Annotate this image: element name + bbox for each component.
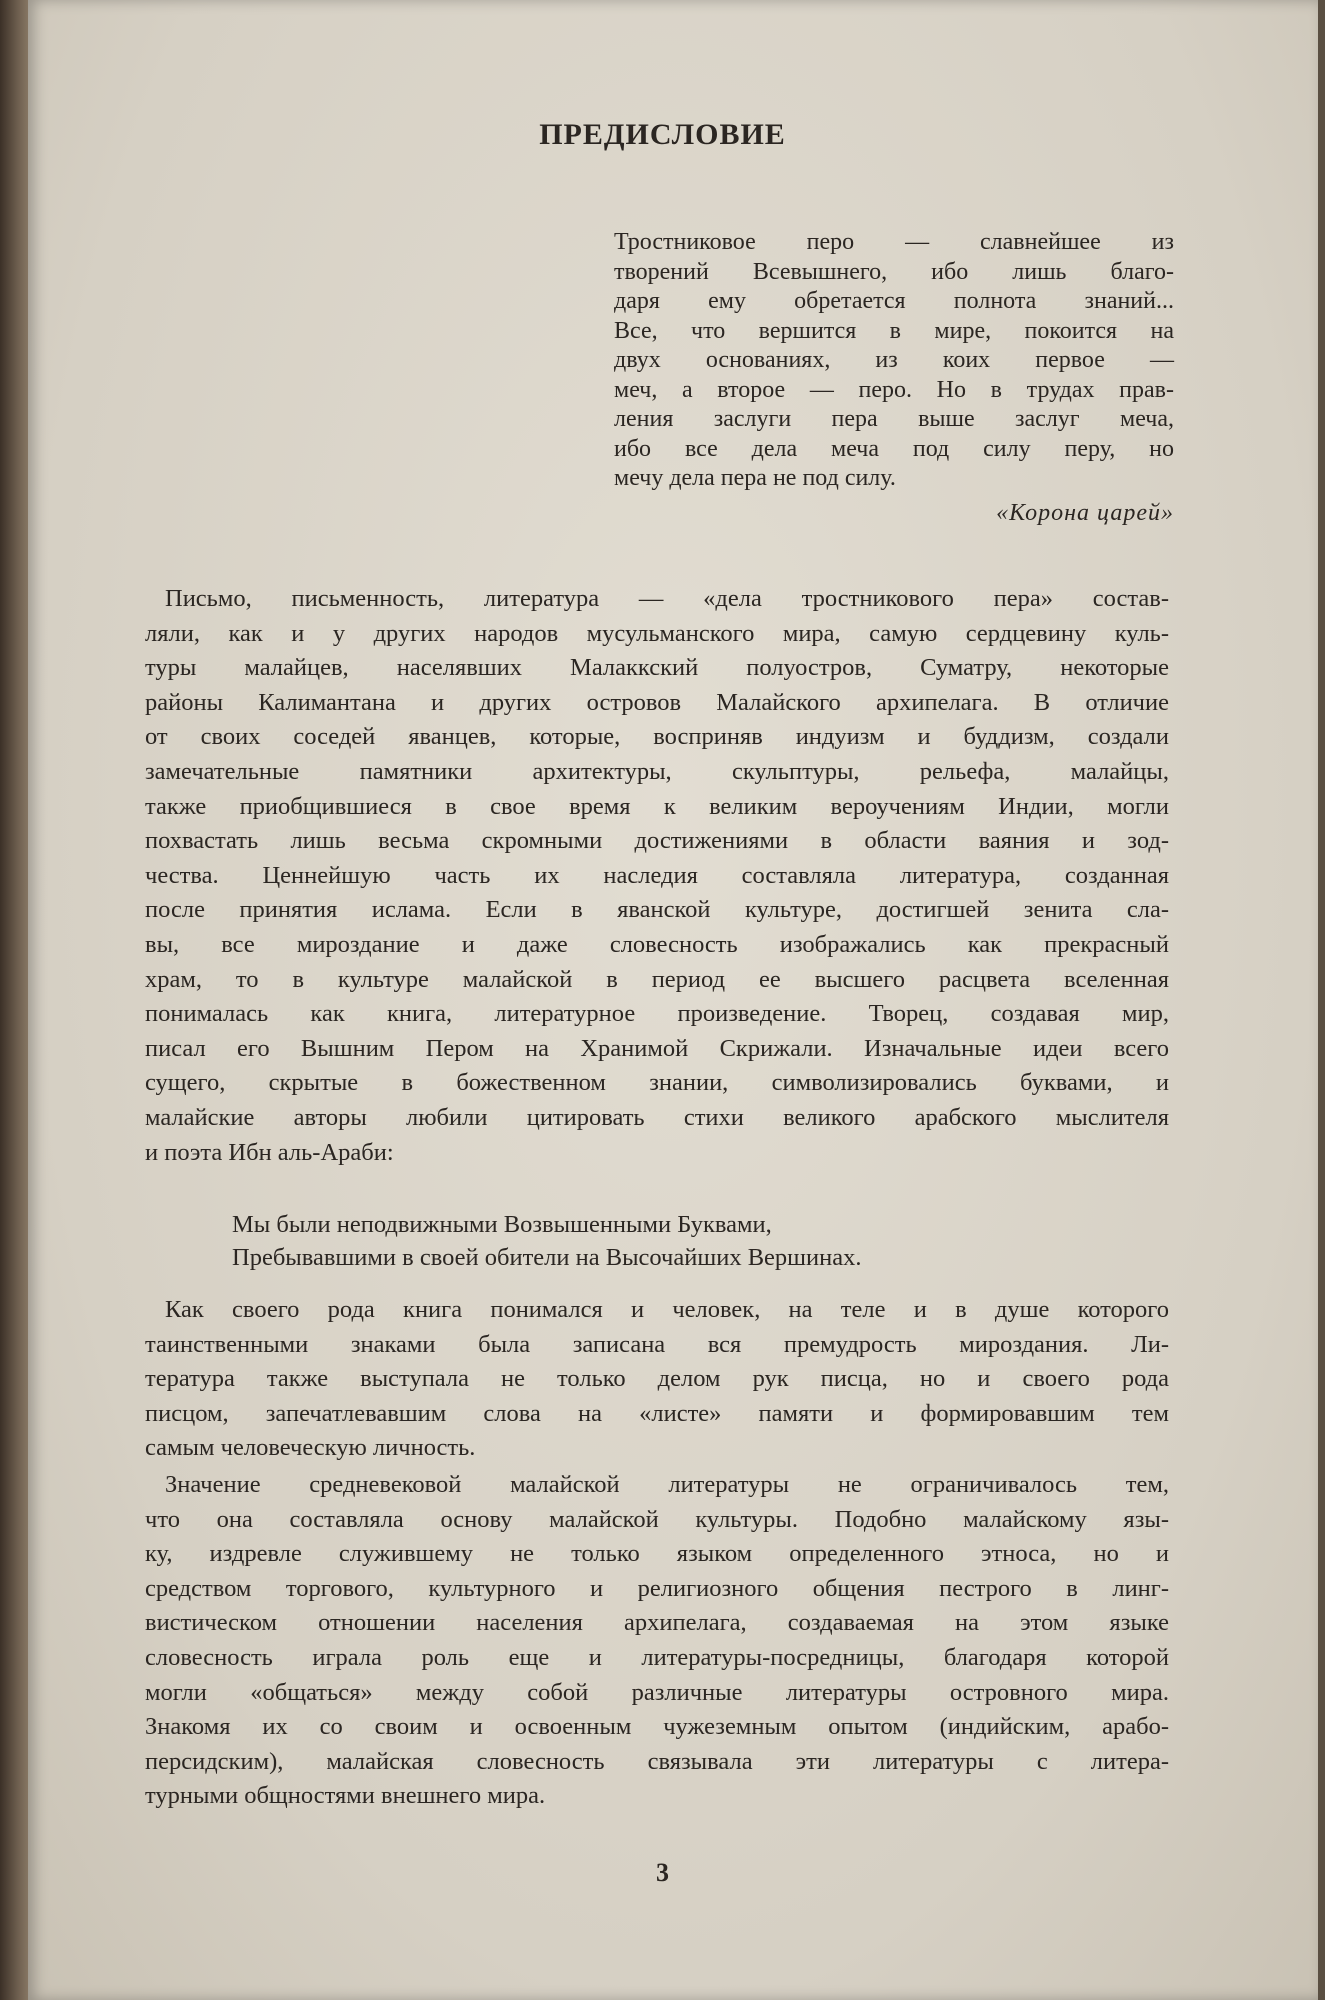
paragraph-line: словесность играла роль еще и литературы-посредницы, благодаря которой <box>145 1643 1169 1671</box>
verse-line: Мы были неподвижными Возвышенными Буквами, <box>232 1211 772 1238</box>
paragraph-line: туры малайцев, населявших Малаккский полуостров, Суматру, некоторые <box>145 654 1169 682</box>
paragraph-line: Знакомя их со своим и освоенным чужеземным опытом (индийским, арабо- <box>145 1713 1169 1741</box>
paragraph-line: вистическом отношении населения архипелага, создаваемая на этом языке <box>145 1609 1169 1637</box>
epigraph-line: мечу дела пера не под силу. <box>614 465 896 491</box>
paragraph-line: после принятия ислама. Если в яванской культуре, достигшей зенита сла- <box>145 896 1169 924</box>
paragraph-line: замечательные памятники архитектуры, скульптуры, рельефа, малайцы, <box>145 757 1169 785</box>
paragraph-line: ку, издревле служившему не только языком определенного этноса, но и <box>145 1540 1169 1568</box>
epigraph-line: Тростниковое перо — славнейшее из <box>614 229 1174 255</box>
paragraph-line: средством торгового, культурного и религиозного общения пестрого в линг- <box>145 1574 1169 1602</box>
paragraph-line: районы Калимантана и других островов Малайского архипелага. В отличие <box>145 688 1169 716</box>
paragraph-line: Как своего рода книга понимался и человек, на теле и в душе которого <box>165 1296 1169 1323</box>
epigraph-line: ления заслуги пера выше заслуг меча, <box>614 406 1174 432</box>
epigraph-line: творений Всевышнего, ибо лишь благо- <box>614 258 1174 285</box>
paragraph-line: вы, все мироздание и даже словесность изображались как прекрасный <box>145 930 1169 958</box>
epigraph-line: Все, что вершится в мире, покоится на <box>614 317 1174 344</box>
paragraph-line: храм, то в культуре малайской в период ее высшего расцвета вселенная <box>145 965 1169 993</box>
page-number: 3 <box>656 1858 669 1887</box>
paragraph-line: Письмо, письменность, литература — «дела тростникового пера» состав- <box>165 585 1169 612</box>
paragraph-2 <box>145 1293 1169 1466</box>
paragraph-line: тература также выступала не только делом рук писца, но и своего рода <box>145 1365 1169 1393</box>
verse-line: Пребывавшими в своей обители на Высочайших Вершинах. <box>232 1244 862 1271</box>
verse-quote <box>232 1208 862 1274</box>
paragraph-line: писал его Вышним Пером на Хранимой Скрижали. Изначальные идеи всего <box>145 1034 1169 1062</box>
paragraph-line: похвастать лишь весьма скромными достижениями в области ваяния и зод- <box>145 827 1169 855</box>
paragraph-line: сущего, скрытые в божественном знании, символизировались буквами, и <box>145 1069 1169 1097</box>
paragraph-1 <box>145 582 1169 1170</box>
epigraph <box>614 228 1174 494</box>
paragraph-line: писцом, запечатлевавшим слова на «листе» памяти и формировавшим тем <box>145 1399 1169 1427</box>
paragraph-3 <box>145 1468 1169 1814</box>
paragraph-line: также приобщившиеся в свое время к великим вероучениям Индии, могли <box>145 792 1169 820</box>
epigraph-line: меч, а второе — перо. Но в трудах прав- <box>614 376 1174 403</box>
paragraph-line: Значение средневековой малайской литературы не ограничивалось тем, <box>165 1471 1169 1498</box>
paragraph-line: от своих соседей яванцев, которые, восприняв индуизм и буддизм, создали <box>145 723 1169 751</box>
paragraph-line: и поэта Ибн аль-Араби: <box>145 1138 394 1166</box>
paragraph-line: таинственными знаками была записана вся премудрость мироздания. Ли- <box>145 1330 1169 1358</box>
paragraph-line: малайские авторы любили цитировать стихи великого арабского мыслителя <box>145 1103 1169 1131</box>
paragraph-line: понималась как книга, литературное произведение. Творец, создавая мир, <box>145 1000 1169 1028</box>
page-title: ПРЕДИСЛОВИЕ <box>539 118 786 151</box>
paragraph-line: что она составляла основу малайской культуры. Подобно малайскому язы- <box>145 1505 1169 1533</box>
book-spine-shadow <box>0 0 30 2000</box>
paragraph-line: турными общностями внешнего мира. <box>145 1782 546 1810</box>
epigraph-source: «Корона царей» <box>996 500 1174 526</box>
paragraph-line: самым человеческую личность. <box>145 1434 476 1462</box>
paragraph-line: персидским), малайская словесность связывала эти литературы с литера- <box>145 1747 1169 1775</box>
paragraph-line: могли «общаться» между собой различные литературы островного мира. <box>145 1678 1169 1706</box>
paragraph-line: чества. Ценнейшую часть их наследия составляла литература, созданная <box>145 861 1169 889</box>
epigraph-line: ибо все дела меча под силу перу, но <box>614 435 1174 462</box>
epigraph-line: двух основаниях, из коих первое — <box>614 347 1174 373</box>
epigraph-line: даря ему обретается полнота знаний... <box>614 288 1174 314</box>
paragraph-line: ляли, как и у других народов мусульманского мира, самую сердцевину куль- <box>145 619 1169 647</box>
